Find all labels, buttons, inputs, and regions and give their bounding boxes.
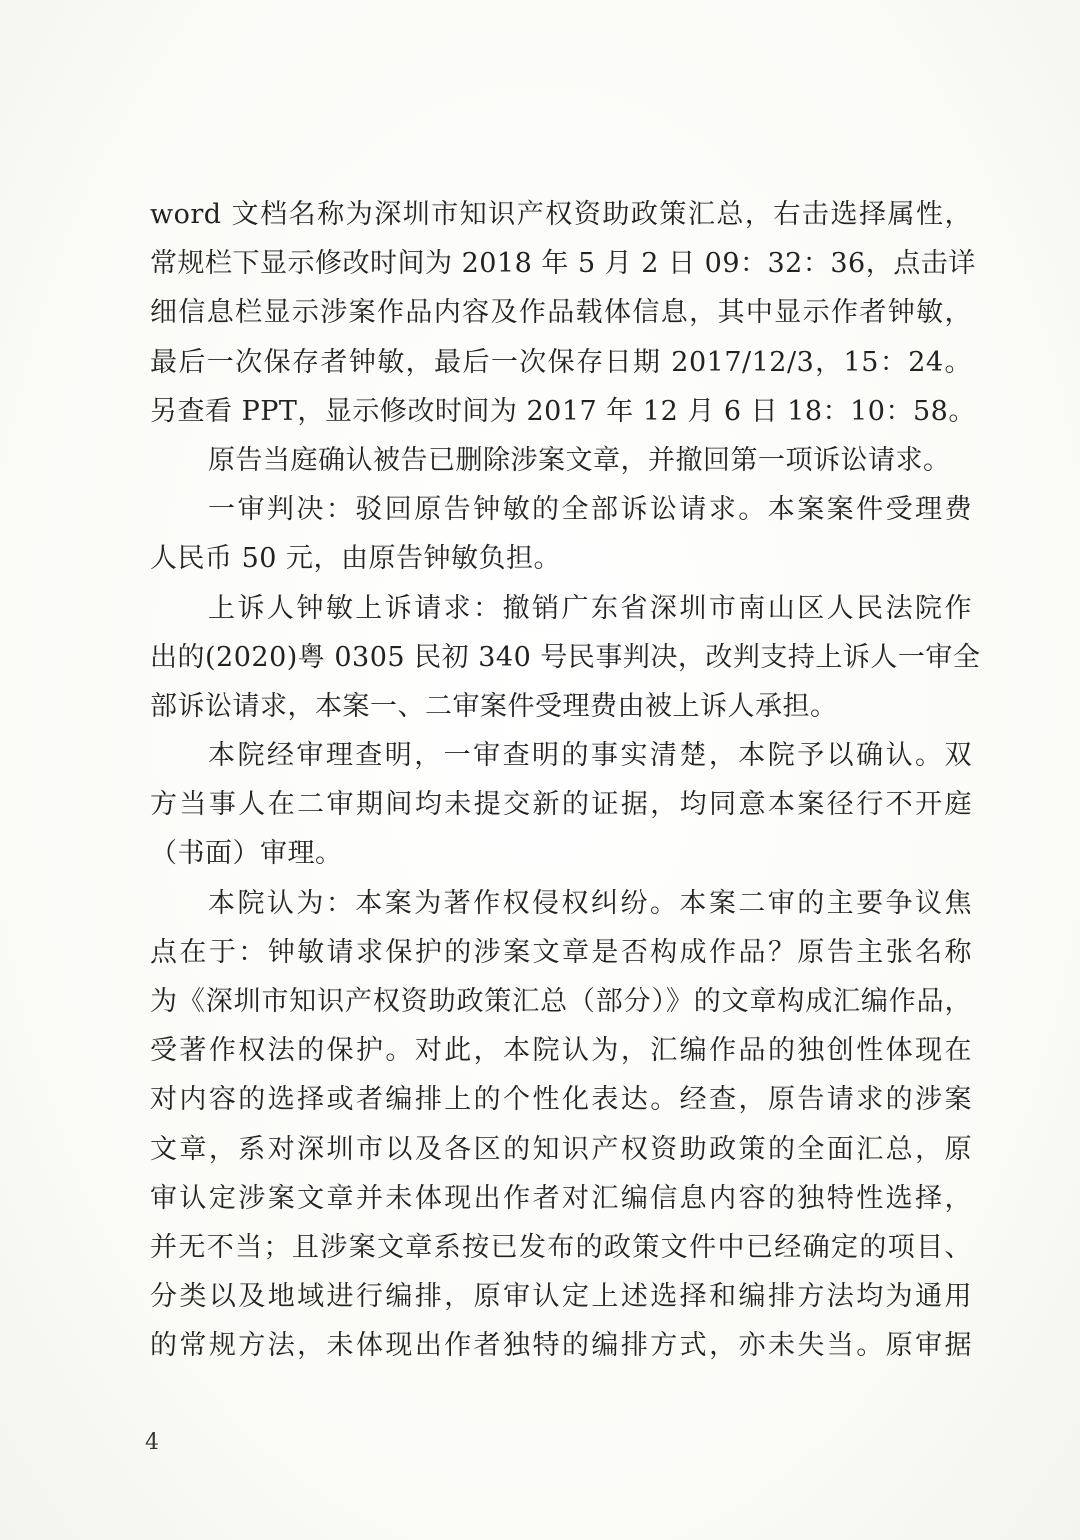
text-line: 的常规方法，未体现出作者独特的编排方式，亦未失当。原审据 [150, 1330, 972, 1362]
paragraph-start-line: 上诉人钟敏上诉请求：撤销广东省深圳市南山区人民法院作 [208, 592, 972, 624]
text-line: 部诉讼请求，本案一、二审案件受理费由被上诉人承担。 [150, 690, 838, 722]
text-line: 审认定涉案文章并未体现出作者对汇编信息内容的独特性选择， [150, 1182, 972, 1214]
text-line: word 文档名称为深圳市知识产权资助政策汇总，右击选择属性， [150, 199, 972, 230]
paragraph-start-line: 原告当庭确认被告已删除涉案文章，并撤回第一项诉讼请求。 [208, 444, 951, 476]
text-line: 细信息栏显示涉案作品内容及作品载体信息，其中显示作者钟敏， [150, 297, 972, 329]
text-line: 最后一次保存者钟敏，最后一次保存日期 2017/12/3，15：24。 [150, 346, 972, 378]
text-line: 出的(2020)粤 0305 民初 340 号民事判决，改判支持上诉人一审全 [150, 641, 981, 673]
text-line: 分类以及地域进行编排，原审认定上述选择和编排方法均为通用 [150, 1281, 972, 1313]
text-line: 常规栏下显示修改时间为 2018 年 5 月 2 日 09：32：36，点击详 [150, 248, 976, 280]
text-line: 为《深圳市知识产权资助政策汇总（部分）》的文章构成汇编作品， [150, 986, 972, 1017]
text-line: 人民币 50 元，由原告钟敏负担。 [150, 543, 562, 575]
paragraph-start-line: 本院经审理查明，一审查明的事实清楚，本院予以确认。双 [208, 740, 972, 772]
paragraph-start-line: 本院认为：本案为著作权侵权纠纷。本案二审的主要争议焦 [208, 887, 972, 919]
text-line: 点在于：钟敏请求保护的涉案文章是否构成作品？原告主张名称 [150, 936, 972, 968]
document-body [150, 190, 981, 1371]
paragraph-start-line: 一审判决：驳回原告钟敏的全部诉讼请求。本案案件受理费 [208, 494, 972, 526]
text-line: 并无不当；且涉案文章系按已发布的政策文件中已经确定的项目、 [150, 1231, 972, 1263]
text-line: （书面）审理。 [150, 838, 343, 870]
text-line: 对内容的选择或者编排上的个性化表达。经查，原告请求的涉案 [150, 1084, 972, 1116]
text-line: 文章，系对深圳市以及各区的知识产权资助政策的全面汇总，原 [150, 1133, 972, 1165]
text-line: 另查看 PPT，显示修改时间为 2017 年 12 月 6 日 18：10：58。 [150, 395, 976, 427]
text-line: 方当事人在二审期间均未提交新的证据，均同意本案径行不开庭 [150, 789, 972, 821]
page-number: 4 [145, 1430, 159, 1455]
text-line: 受著作权法的保护。对此，本院认为，汇编作品的独创性体现在 [150, 1035, 972, 1067]
